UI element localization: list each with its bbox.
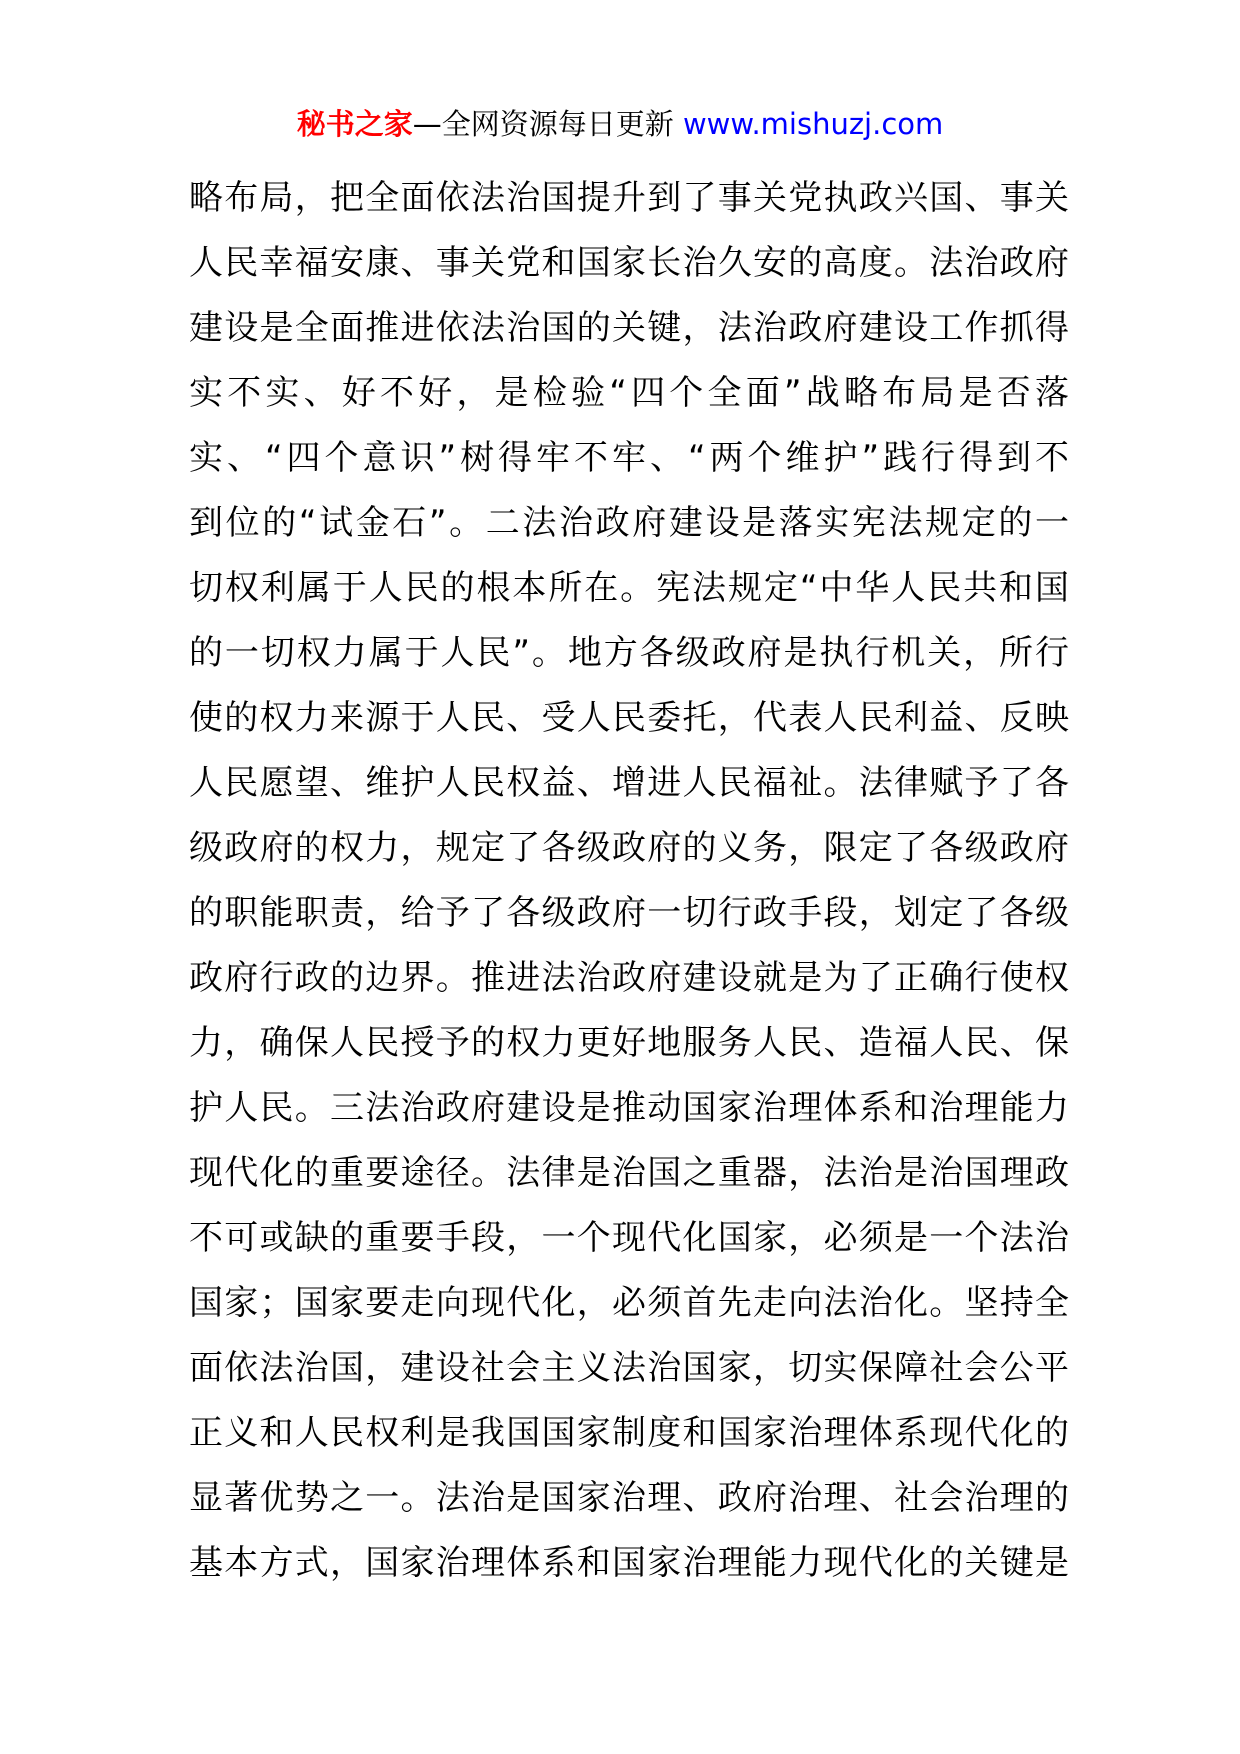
body-line: 政府行政的边界。推进法治政府建设就是为了正确行使权 — [189, 958, 1069, 998]
body-line: 不可或缺的重要手段，一个现代化国家，必须是一个法治 — [189, 1218, 1069, 1258]
body-line: 到位的“试金石”。二法治政府建设是落实宪法规定的一 — [189, 503, 1069, 543]
body-line: 实不实、好不好，是检验“四个全面”战略布局是否落 — [189, 373, 1069, 413]
body-line: 实、“四个意识”树得牢不牢、“两个维护”践行得到不 — [189, 438, 1069, 478]
body-line: 国家；国家要走向现代化，必须首先走向法治化。坚持全 — [189, 1283, 1069, 1323]
header-brand: 秘书之家 — [296, 107, 413, 141]
body-line: 使的权力来源于人民、受人民委托，代表人民利益、反映 — [189, 698, 1069, 738]
body-line: 基本方式，国家治理体系和国家治理能力现代化的关键是 — [189, 1543, 1069, 1583]
body-line: 显著优势之一。法治是国家治理、政府治理、社会治理的 — [189, 1478, 1069, 1518]
header-url-link[interactable]: www.mishuzj.com — [682, 107, 944, 141]
header-tagline: —全网资源每日更新 — [412, 107, 683, 141]
body-line: 的一切权力属于人民”。地方各级政府是执行机关，所行 — [189, 633, 1069, 673]
body-line: 切权利属于人民的根本所在。宪法规定“中华人民共和国 — [189, 568, 1069, 608]
page-header — [0, 102, 1240, 146]
body-line: 力，确保人民授予的权力更好地服务人民、造福人民、保 — [189, 1023, 1069, 1063]
body-line: 级政府的权力，规定了各级政府的义务，限定了各级政府 — [189, 828, 1069, 868]
body-line: 面依法治国，建设社会主义法治国家，切实保障社会公平 — [189, 1348, 1069, 1388]
body-line: 人民愿望、维护人民权益、增进人民福祉。法律赋予了各 — [189, 763, 1069, 803]
body-line: 正义和人民权利是我国国家制度和国家治理体系现代化的 — [189, 1413, 1069, 1453]
body-line: 人民幸福安康、事关党和国家长治久安的高度。法治政府 — [189, 243, 1069, 283]
body-line: 现代化的重要途径。法律是治国之重器，法治是治国理政 — [189, 1153, 1069, 1193]
body-line: 护人民。三法治政府建设是推动国家治理体系和治理能力 — [189, 1088, 1069, 1128]
body-line: 的职能职责，给予了各级政府一切行政手段，划定了各级 — [189, 893, 1069, 933]
body-line: 略布局，把全面依法治国提升到了事关党执政兴国、事关 — [189, 178, 1069, 218]
body-text — [189, 166, 1069, 1596]
body-line: 建设是全面推进依法治国的关键，法治政府建设工作抓得 — [189, 308, 1069, 348]
